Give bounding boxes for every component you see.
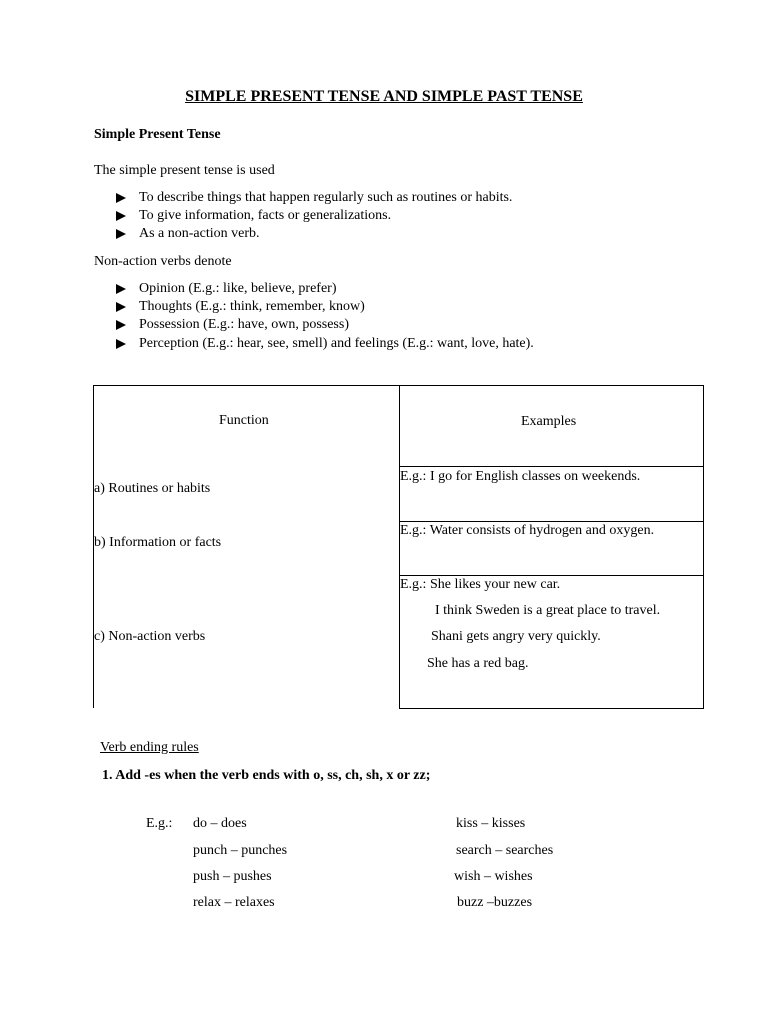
non-action-item: Opinion (E.g.: like, believe, prefer) bbox=[139, 281, 337, 296]
example-left: punch – punches bbox=[193, 843, 288, 858]
example-left: do – does bbox=[193, 816, 247, 831]
table-cell-example-line: Shani gets angry very quickly. bbox=[431, 629, 601, 644]
table-cell-example: E.g.: She likes your new car. bbox=[400, 577, 561, 592]
example-right: buzz –buzzes bbox=[457, 895, 533, 910]
arrow-bullet-icon bbox=[116, 339, 126, 349]
table-row-line bbox=[399, 521, 704, 522]
example-right: search – searches bbox=[456, 843, 554, 858]
verb-rules-heading: Verb ending rules bbox=[100, 740, 199, 755]
table-row-line bbox=[399, 575, 704, 576]
table-cell-example-line: She has a red bag. bbox=[427, 656, 529, 671]
rule-1: 1. Add -es when the verb ends with o, ss, ch, sh, x or zz; bbox=[102, 768, 431, 783]
arrow-bullet-icon bbox=[116, 193, 126, 203]
page-title: SIMPLE PRESENT TENSE AND SIMPLE PAST TENSE bbox=[185, 88, 583, 105]
section-heading: Simple Present Tense bbox=[94, 127, 221, 142]
example-left: push – pushes bbox=[193, 869, 272, 884]
table-cell-example: E.g.: I go for English classes on weekends. bbox=[400, 469, 641, 484]
use-item: To give information, facts or generalizations. bbox=[139, 208, 392, 223]
eg-label: E.g.: bbox=[146, 816, 173, 831]
arrow-bullet-icon bbox=[116, 211, 126, 221]
example-left: relax – relaxes bbox=[193, 895, 275, 910]
intro-text: The simple present tense is used bbox=[94, 163, 275, 178]
non-action-item: Thoughts (E.g.: think, remember, know) bbox=[139, 299, 365, 314]
arrow-bullet-icon bbox=[116, 320, 126, 330]
use-item: To describe things that happen regularly such as routines or habits. bbox=[139, 190, 513, 205]
table-cell-function: c) Non-action verbs bbox=[94, 629, 206, 644]
table-row-line bbox=[399, 466, 704, 467]
table-header-examples: Examples bbox=[521, 414, 577, 429]
table-cell-example: E.g.: Water consists of hydrogen and oxygen. bbox=[400, 523, 655, 538]
table-divider bbox=[399, 385, 400, 709]
arrow-bullet-icon bbox=[116, 284, 126, 294]
use-item: As a non-action verb. bbox=[139, 226, 260, 241]
example-right: kiss – kisses bbox=[456, 816, 526, 831]
table-border-bottom bbox=[399, 708, 704, 709]
table-header-function: Function bbox=[219, 413, 269, 428]
table-cell-function: b) Information or facts bbox=[94, 535, 222, 550]
arrow-bullet-icon bbox=[116, 302, 126, 312]
table-border-right bbox=[703, 385, 704, 709]
non-action-item: Perception (E.g.: hear, see, smell) and feelings (E.g.: want, love, hate). bbox=[139, 336, 534, 351]
non-action-item: Possession (E.g.: have, own, possess) bbox=[139, 317, 349, 332]
table-cell-example-line: I think Sweden is a great place to travel. bbox=[435, 603, 661, 618]
example-right: wish – wishes bbox=[454, 869, 533, 884]
non-action-intro: Non-action verbs denote bbox=[94, 254, 232, 269]
table-cell-function: a) Routines or habits bbox=[94, 481, 211, 496]
arrow-bullet-icon bbox=[116, 229, 126, 239]
